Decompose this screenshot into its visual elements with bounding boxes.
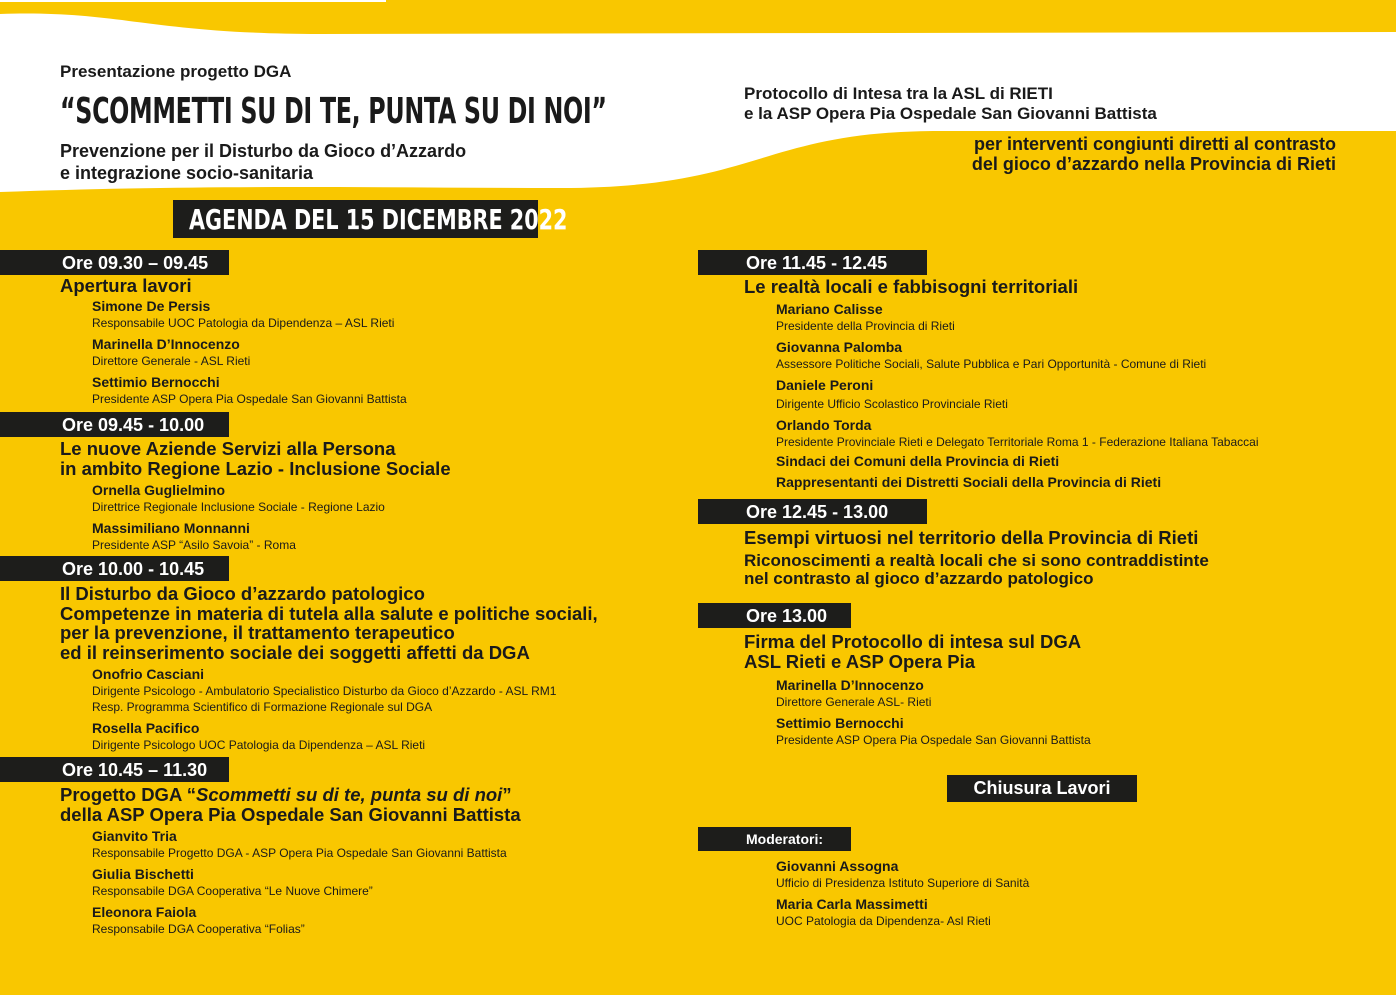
speaker-list [92, 827, 507, 937]
time-bar [698, 603, 851, 628]
session-subtopic [744, 552, 1209, 588]
speaker-name: Marinella D’Innocenzo [776, 677, 924, 693]
speaker-name: Giovanna Palomba [776, 339, 903, 355]
speaker-name: Settimio Bernocchi [92, 374, 220, 390]
subtopic-line: nel contrasto al gioco d’azzardo patologico [744, 569, 1094, 588]
topic-line: della ASP Opera Pia Ospedale San Giovanni Battista [60, 803, 521, 825]
time-label: Ore 09.45 - 10.00 [62, 415, 205, 435]
session-topic [60, 785, 521, 824]
speaker-role: Responsabile DGA Cooperativa “Folias” [92, 922, 305, 936]
event-title: “SCOMMETTI SU DI TE, PUNTA SU DI NOI” [60, 91, 607, 132]
subtitle [60, 140, 466, 184]
speaker-role: Responsabile DGA Cooperativa “Le Nuove Chimere” [92, 884, 373, 898]
speaker-name: Giulia Bischetti [92, 866, 194, 882]
invited-group: Rappresentanti dei Distretti Sociali della Provincia di Rieti [776, 474, 1162, 490]
topic-line: per la prevenzione, il trattamento terapeutico [60, 622, 455, 643]
time-label: Ore 10.45 – 11.30 [62, 760, 208, 780]
subtitle-line: Prevenzione per il Disturbo da Gioco d’Azzardo [60, 141, 467, 161]
protocol-text [744, 84, 1157, 124]
project-name: Scommetti su di te, punta su di noi [196, 784, 503, 805]
agenda-title: AGENDA DEL 15 DICEMBRE 2022 [189, 203, 568, 236]
speaker-list [776, 300, 1258, 493]
topic-line: Le nuove Aziende Servizi alla Persona [60, 438, 396, 459]
speaker-name: Gianvito Tria [92, 828, 177, 844]
session-topic [60, 584, 598, 662]
subtitle-line: e integrazione socio-sanitaria [60, 163, 314, 183]
topic-line [60, 785, 521, 805]
topic-suffix: ” [502, 784, 512, 805]
speaker-name: Ornella Guglielmino [92, 482, 226, 498]
speaker-role: Presidente ASP Opera Pia Ospedale San Giovanni Battista [92, 392, 407, 406]
moderator-role: Ufficio di Presidenza Istituto Superiore di Sanità [776, 876, 1030, 890]
topic-prefix: Progetto DGA “ [60, 784, 197, 805]
protocol-line: e la ASP Opera Pia Ospedale San Giovanni Battista [744, 104, 1157, 123]
topic-line: ed il reinserimento sociale dei soggetti affetti da DGA [60, 641, 530, 663]
session-topic [744, 632, 1081, 671]
speaker-role: Resp. Programma Scientifico di Formazione Regionale sul DGA [92, 700, 433, 714]
speaker-role: Dirigente Psicologo - Ambulatorio Specialistico Disturbo da Gioco d’Azzardo - ASL RM1 [92, 684, 557, 698]
speaker-name: Onofrio Casciani [92, 666, 205, 682]
time-label: Ore 13.00 [746, 606, 828, 626]
topic-line: Competenze in materia di tutela alla salute e politiche sociali, [60, 602, 598, 624]
speaker-name: Orlando Torda [776, 417, 872, 433]
presentation-label: Presentazione progetto DGA [60, 62, 292, 81]
purpose-text [972, 134, 1336, 174]
subtopic-line: Riconoscimenti a realtà locali che si sono contraddistinte [744, 551, 1209, 570]
topic-line: ASL Rieti e ASP Opera Pia [744, 650, 975, 672]
speaker-role: Dirigente Ufficio Scolastico Provinciale Rieti [776, 397, 1008, 411]
moderators-label: Moderatori: [698, 827, 851, 851]
purpose-line: per interventi congiunti diretti al contrasto [973, 134, 1336, 154]
speaker-role: Direttore Generale ASL- Rieti [776, 695, 932, 709]
speaker-name: Simone De Persis [92, 298, 211, 314]
speaker-role: Presidente ASP Opera Pia Ospedale San Giovanni Battista [776, 733, 1091, 747]
moderator-name: Maria Carla Massimetti [776, 896, 928, 912]
protocol-line: Protocollo di Intesa tra la ASL di RIETI [744, 84, 1053, 103]
speaker-list [92, 665, 556, 753]
time-label: Ore 10.00 - 10.45 [62, 559, 205, 579]
topic-line: Firma del Protocollo di intesa sul DGA [744, 631, 1082, 652]
speaker-role: Responsabile UOC Patologia da Dipendenza – ASL Rieti [92, 316, 395, 330]
purpose-line: del gioco d’azzardo nella Provincia di Rieti [971, 154, 1336, 174]
speaker-role: Dirigente Psicologo UOC Patologia da Dipendenza – ASL Rieti [92, 738, 426, 752]
time-bar [698, 499, 927, 524]
time-bar [0, 250, 229, 275]
moderator-name: Giovanni Assogna [776, 858, 899, 874]
speaker-name: Marinella D’Innocenzo [92, 336, 240, 352]
agenda-title-box [173, 200, 568, 238]
closing-label: Chiusura Lavori [947, 775, 1137, 802]
speaker-name: Massimiliano Monnanni [92, 520, 250, 536]
session-topic: Esempi virtuosi nel territorio della Provincia di Rieti [744, 527, 1199, 548]
speaker-name: Settimio Bernocchi [776, 715, 904, 731]
speaker-role: Direttore Generale - ASL Rieti [92, 354, 251, 368]
time-bar [698, 250, 927, 275]
speaker-role: Assessore Politiche Sociali, Salute Pubblica e Pari Opportunità - Comune di Rieti [776, 357, 1207, 371]
speaker-name: Daniele Peroni [776, 377, 874, 393]
session-topic [60, 439, 451, 478]
speaker-role: Presidente Provinciale Rieti e Delegato Territoriale Roma 1 - Federazione Italiana Tabaccai [776, 435, 1259, 449]
top-strip [0, 0, 386, 2]
time-label: Ore 12.45 - 13.00 [746, 502, 889, 522]
topic-line: in ambito Regione Lazio - Inclusione Sociale [60, 457, 451, 479]
speaker-list [776, 676, 1091, 748]
speaker-name: Mariano Calisse [776, 301, 883, 317]
time-label: Ore 09.30 – 09.45 [62, 253, 209, 273]
time-bar [0, 412, 229, 437]
moderator-role: UOC Patologia da Dipendenza- Asl Rieti [776, 914, 991, 928]
speaker-role: Direttrice Regionale Inclusione Sociale - Regione Lazio [92, 500, 385, 514]
speaker-list [92, 481, 385, 553]
speaker-name: Rosella Pacifico [92, 720, 200, 736]
moderator-list [776, 857, 1029, 929]
topic-line: Il Disturbo da Gioco d’azzardo patologico [60, 583, 425, 604]
time-label: Ore 11.45 - 12.45 [746, 253, 888, 273]
speaker-list [92, 297, 407, 407]
speaker-role: Presidente ASP “Asilo Savoia” - Roma [92, 538, 296, 552]
invited-group: Sindaci dei Comuni della Provincia di Rieti [776, 453, 1060, 469]
time-bar [0, 757, 229, 782]
session-topic: Apertura lavori [60, 275, 192, 296]
speaker-name: Eleonora Faiola [92, 904, 197, 920]
session-topic: Le realtà locali e fabbisogni territoriali [744, 276, 1079, 297]
time-bar [0, 556, 229, 581]
speaker-role: Responsabile Progetto DGA - ASP Opera Pia Ospedale San Giovanni Battista [92, 846, 507, 860]
speaker-role: Presidente della Provincia di Rieti [776, 319, 955, 333]
